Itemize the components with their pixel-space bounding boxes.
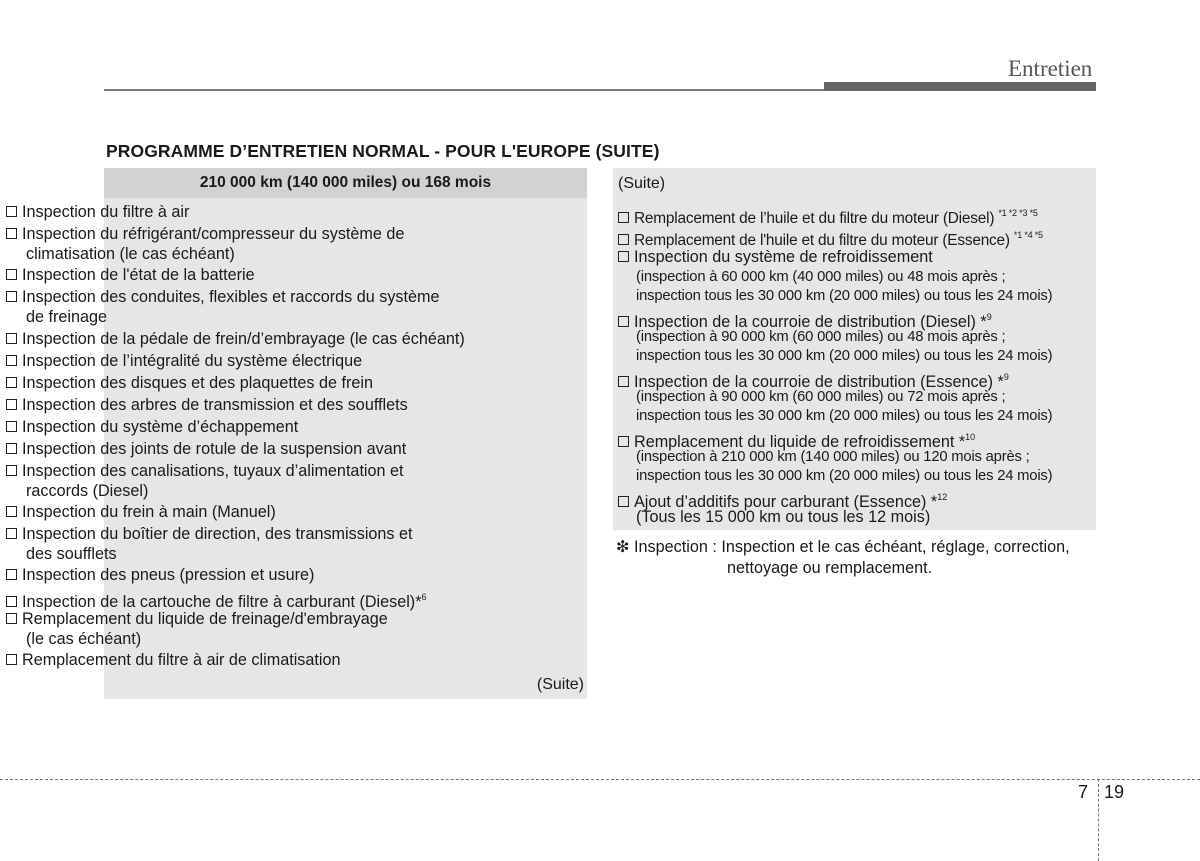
checkbox-icon xyxy=(618,376,629,387)
list-item-continuation: des soufflets xyxy=(26,545,117,563)
list-item: Inspection du frein à main (Manuel) xyxy=(6,502,276,522)
checkbox-icon xyxy=(6,465,17,476)
footnote-line-2: nettoyage ou remplacement. xyxy=(727,559,933,577)
list-item: Inspection de l’intégralité du système électrique xyxy=(6,351,362,371)
footnote-ref: 9 xyxy=(1003,372,1009,382)
list-item-detail: inspection tous les 30 000 km (20 000 miles) ou tous les 24 mois) xyxy=(636,408,1053,424)
checkbox-icon xyxy=(618,316,629,327)
checkbox-icon xyxy=(6,206,17,217)
footnote-ref: *1 *2 *3 *5 xyxy=(998,208,1038,218)
inspection-footnote xyxy=(616,537,1070,577)
checkbox-icon xyxy=(6,443,17,454)
checkbox-icon xyxy=(618,436,629,447)
list-item: Inspection de la pédale de frein/d’embrayage (le cas échéant) xyxy=(6,329,465,349)
checkbox-icon xyxy=(6,333,17,344)
list-item: Inspection de l'état de la batterie xyxy=(6,265,255,285)
checkbox-icon xyxy=(6,291,17,302)
footer-divider-vertical xyxy=(1098,779,1099,861)
list-item: Inspection des arbres de transmission et des soufflets xyxy=(6,395,408,415)
list-item-detail: inspection tous les 30 000 km (20 000 miles) ou tous les 24 mois) xyxy=(636,348,1053,364)
list-item: Remplacement de l’huile et du filtre du moteur (Diesel) $^{*1 *2 *3 *5}$ xyxy=(618,203,1038,229)
checkbox-icon xyxy=(6,269,17,280)
list-item: Remplacement du filtre à air de climatisation xyxy=(6,650,341,670)
list-item: Inspection des disques et des plaquettes de frein xyxy=(6,373,373,393)
checkbox-icon xyxy=(6,654,17,665)
list-item: Inspection de la courroie de distribution (Diesel) *$^9$ xyxy=(618,307,992,332)
checkbox-icon xyxy=(6,421,17,432)
list-item: Remplacement du liquide de refroidissement *$^{10}$ xyxy=(618,427,975,452)
list-item: Inspection des conduites, flexibles et raccords du système xyxy=(6,287,440,307)
page-heading: PROGRAMME D’ENTRETIEN NORMAL - POUR L'EUROPE (SUITE) xyxy=(106,141,660,161)
list-item-detail: (inspection à 90 000 km (60 000 miles) ou 48 mois après ; xyxy=(636,329,1006,345)
list-item: Remplacement du liquide de freinage/d'embrayage xyxy=(6,609,388,629)
suite-label-bottom: (Suite) xyxy=(536,676,584,693)
footnote-ref: *1 *4 *5 xyxy=(1013,230,1043,240)
list-item: Inspection des canalisations, tuyaux d’alimentation et xyxy=(6,461,404,481)
checkbox-icon xyxy=(618,234,629,245)
list-item: Inspection du système d’échappement xyxy=(6,417,298,437)
checkbox-icon xyxy=(618,496,629,507)
page-number: 19 xyxy=(1104,782,1125,802)
checkbox-icon xyxy=(6,506,17,517)
list-item-detail: (Tous les 15 000 km ou tous les 12 mois) xyxy=(636,508,931,526)
checkbox-icon xyxy=(6,596,17,607)
checkbox-icon xyxy=(6,377,17,388)
footnote-ref: 10 xyxy=(965,432,976,442)
right-schedule-panel xyxy=(613,168,1096,530)
list-item: Inspection des pneus (pression et usure) xyxy=(6,565,314,585)
list-item: Inspection du boîtier de direction, des transmissions et xyxy=(6,524,413,544)
list-item-continuation: raccords (Diesel) xyxy=(26,482,149,500)
footnote-ref: 6 xyxy=(421,592,427,602)
suite-label-top: (Suite) xyxy=(618,175,666,192)
section-title: Entretien xyxy=(1008,56,1093,81)
chapter-number: 7 xyxy=(1078,782,1089,802)
checkbox-icon xyxy=(6,355,17,366)
footer-divider xyxy=(0,779,1200,780)
list-item-continuation: climatisation (le cas échéant) xyxy=(26,245,235,263)
interval-header: 210 000 km (140 000 miles) ou 168 mois xyxy=(104,168,587,198)
list-item: Ajout d’additifs pour carburant (Essence) *$^{12}$ xyxy=(618,487,947,512)
list-item-detail: inspection tous les 30 000 km (20 000 miles) ou tous les 24 mois) xyxy=(636,468,1053,484)
list-item: Inspection du réfrigérant/compresseur du système de xyxy=(6,224,404,244)
checkbox-icon xyxy=(6,613,17,624)
checkbox-icon xyxy=(6,399,17,410)
list-item: Inspection de la courroie de distribution (Essence) *$^9$ xyxy=(618,367,1009,392)
checkbox-icon xyxy=(618,212,629,223)
list-item-detail: (inspection à 60 000 km (40 000 miles) ou 48 mois après ; xyxy=(636,269,1006,285)
list-item: Inspection du filtre à air xyxy=(6,202,189,222)
list-item: Inspection des joints de rotule de la suspension avant xyxy=(6,439,406,459)
checkbox-icon xyxy=(6,528,17,539)
header-rule-accent xyxy=(824,82,1096,91)
list-item: Inspection de la cartouche de filtre à carburant (Diesel)*$^6$ xyxy=(6,587,427,612)
footnote-ref: 9 xyxy=(986,312,992,322)
footnote-line-1: ❇ Inspection : Inspection et le cas échéant, réglage, correction, xyxy=(616,538,1070,556)
list-item: Inspection du système de refroidissement xyxy=(618,247,933,267)
list-item-detail: (inspection à 90 000 km (60 000 miles) ou 72 mois après ; xyxy=(636,389,1006,405)
footnote-ref: 12 xyxy=(937,492,948,502)
checkbox-icon xyxy=(618,251,629,262)
list-item: Remplacement de l'huile et du filtre du moteur (Essence) $^{*1 *4 *5}$ xyxy=(618,225,1043,251)
list-item-continuation: (le cas échéant) xyxy=(26,630,142,648)
checkbox-icon xyxy=(6,228,17,239)
checkbox-icon xyxy=(6,569,17,580)
list-item-continuation: de freinage xyxy=(26,308,108,326)
list-item-detail: inspection tous les 30 000 km (20 000 miles) ou tous les 24 mois) xyxy=(636,288,1053,304)
list-item-detail: (inspection à 210 000 km (140 000 miles) ou 120 mois après ; xyxy=(636,449,1030,465)
